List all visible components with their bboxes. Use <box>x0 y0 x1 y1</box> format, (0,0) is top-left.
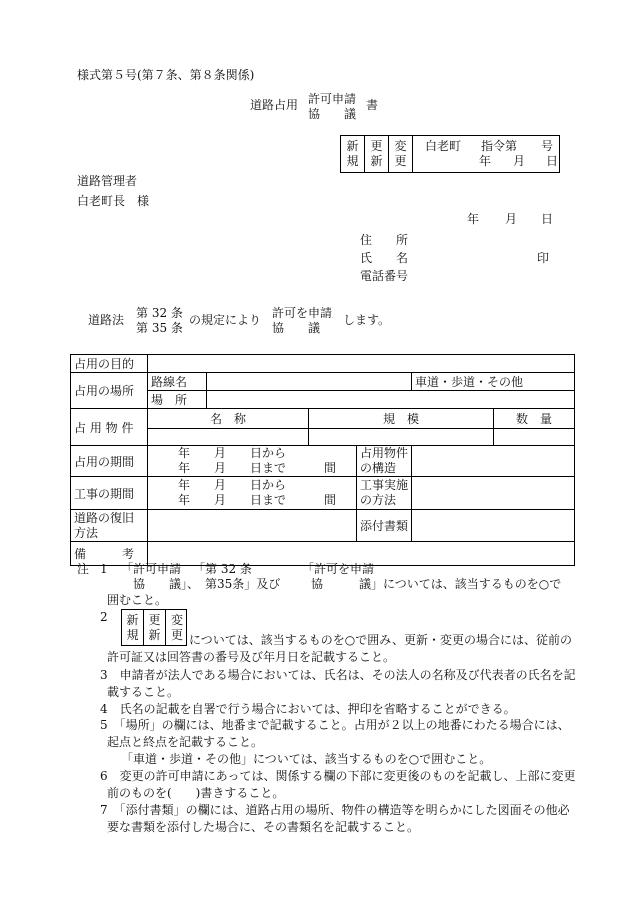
note-2-box: 新 規 更 新 変 更 <box>121 609 187 646</box>
note-2-number: 2 <box>100 610 108 624</box>
note-5-extra: 「車道・歩道・その他」については、該当するものを○で囲むこと。 <box>121 752 492 766</box>
title-suffix: 書 <box>366 98 379 112</box>
location-label: 場 所 <box>148 391 207 409</box>
change-cell[interactable]: 変 更 <box>389 136 413 172</box>
note-2-cont: 許可証又は回答書の番号及び年月日を記載すること。 <box>107 650 396 664</box>
seal-mark: 印 <box>537 251 550 265</box>
place-label: 占用の場所 <box>71 373 148 409</box>
application-options: 許可を申請 協 議 <box>272 306 333 335</box>
note-4: 4 氏名の記載を自署で行う場合においては、押印を省略することができる。 <box>100 702 516 716</box>
address-label: 住 所 <box>360 233 409 247</box>
restore-label: 道路の復旧 方法 <box>71 510 148 542</box>
method-label: 工事実施 の方法 <box>357 477 412 510</box>
period-field[interactable]: 年 月 日から 年 月 日まで 間 <box>148 446 357 477</box>
work-period-field[interactable]: 年 月 日から 年 月 日まで 間 <box>148 477 357 510</box>
location-field[interactable] <box>207 391 575 409</box>
addressee-title: 道路管理者 <box>77 174 138 188</box>
road-type-option[interactable]: 車道・歩道・その他 <box>412 373 575 391</box>
route-field[interactable] <box>207 373 412 391</box>
notes-head: 注 <box>77 562 90 576</box>
object-label: 占 用 物 件 <box>71 409 148 446</box>
work-period-label: 工事の期間 <box>71 477 148 510</box>
new-cell[interactable]: 新 規 <box>341 136 365 172</box>
note-6: 6 変更の許可申請にあっては、関係する欄の下部に変更後のものを記載し、上部に変更 <box>100 769 576 783</box>
note-7: 7 「添付書類」の欄には、道路占用の場所、物件の構造等を明らかにした図面その他必 <box>100 803 570 817</box>
period-label: 占用の期間 <box>71 446 148 477</box>
title-prefix: 道路占用 <box>250 98 299 112</box>
scale-field[interactable] <box>309 429 494 446</box>
note-3: 3 申請者が法人である場合においては、氏名は、その法人の名称及び代表者の氏名を記 <box>100 668 576 682</box>
date-day[interactable]: 日 <box>541 212 554 226</box>
date-year[interactable]: 年 <box>467 212 480 226</box>
date-month[interactable]: 月 <box>505 212 518 226</box>
note-1-number: 1 <box>100 562 108 576</box>
name-field[interactable] <box>148 429 309 446</box>
phone-label: 電話番号 <box>360 269 409 283</box>
note-6-cont: 前のものを( )書きすること。 <box>107 786 285 800</box>
name-label: 氏 名 <box>360 251 409 265</box>
article-options: 第 32 条 第 35 条 <box>136 306 183 335</box>
note-7-cont: 要な書類を添付した場合に、その書類名を記載すること。 <box>107 820 420 834</box>
year-label: 年 <box>479 154 492 168</box>
number-suffix: 号 <box>541 139 554 153</box>
occupancy-table <box>70 354 575 566</box>
attachment-field[interactable] <box>412 510 575 542</box>
note-3-cont: 載すること。 <box>107 685 180 699</box>
note-1-option-b: 「第 32 条 第35条」及び <box>193 562 281 591</box>
day-label: 日 <box>546 154 559 168</box>
attachment-label: 添付書類 <box>357 510 412 542</box>
addressee-name: 白老町長 様 <box>77 194 150 208</box>
note-5: 5 「場所」の欄には、地番まで記載すること。占用が２以上の地番にわたる場合には、 <box>100 718 570 732</box>
note-1-cont: 囲むこと。 <box>107 593 168 607</box>
quantity-field[interactable] <box>494 429 575 446</box>
remarks-label: 備 考 <box>71 542 148 566</box>
purpose-label: 占用の目的 <box>71 355 148 373</box>
method-field[interactable] <box>412 477 575 510</box>
scale-header: 規 模 <box>309 409 494 429</box>
restore-field[interactable] <box>148 510 357 542</box>
provision-text: の規定により <box>189 313 262 327</box>
note-1-option-c: 「許可を申請 協 議」については、該当するものを○で <box>302 562 562 591</box>
structure-field[interactable] <box>412 446 575 477</box>
quantity-header: 数 量 <box>494 409 575 429</box>
law-label: 道路法 <box>88 313 125 327</box>
note-2-text: については、該当するものを○で囲み、更新・変更の場合には、従前の <box>189 633 572 647</box>
statement-end: します。 <box>343 313 391 327</box>
title-options: 許可申請 協 議 <box>308 92 357 121</box>
purpose-field[interactable] <box>148 355 575 373</box>
name-header: 名 称 <box>148 409 309 429</box>
month-label: 月 <box>513 154 526 168</box>
route-label: 路線名 <box>148 373 207 391</box>
structure-label: 占用物件 の構造 <box>357 446 412 477</box>
permit-number-box <box>340 135 560 173</box>
note-5-cont: 起点と終点を記載すること。 <box>107 735 264 749</box>
renew-cell[interactable]: 更 新 <box>365 136 389 172</box>
note-1-option-a: 「許可申請 協 議」、 <box>121 562 200 591</box>
form-number: 様式第５号(第７条、第８条関係) <box>77 68 255 82</box>
directive-label: 指令第 <box>481 139 518 153</box>
town-label: 白老町 <box>425 139 462 153</box>
